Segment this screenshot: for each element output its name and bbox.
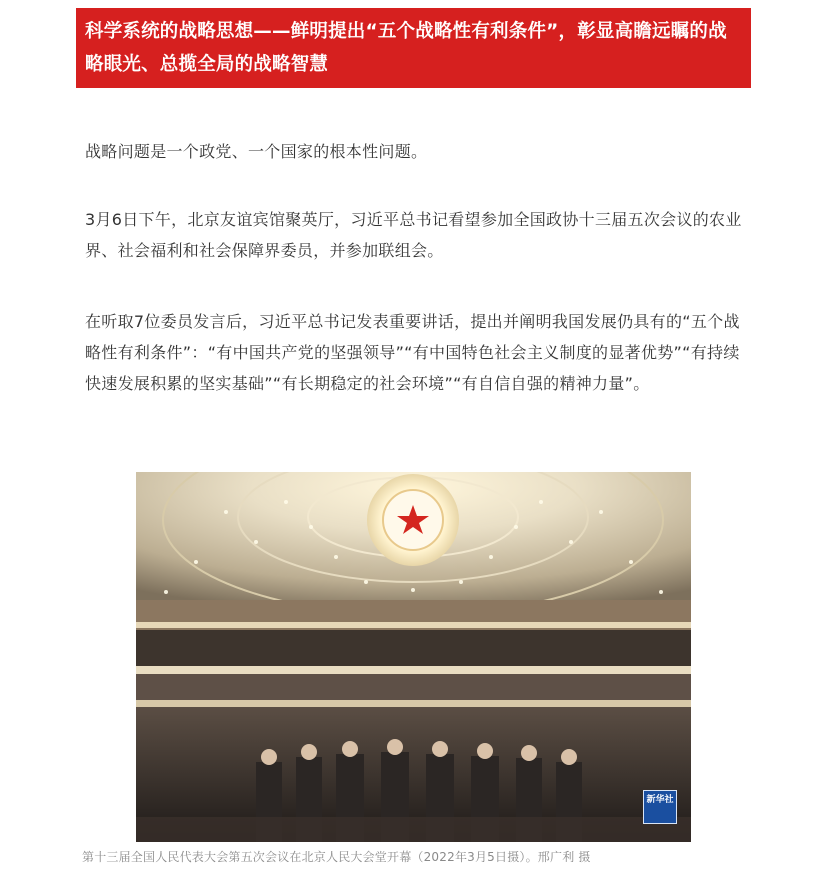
article-photo [136, 472, 691, 842]
headline-banner [76, 8, 751, 88]
photo-caption: 第十三届全国人民代表大会第五次会议在北京人民大会堂开幕（2022年3月5日摄）。邢广利 摄 [82, 850, 591, 864]
paragraph-2: 3月6日下午，北京友谊宾馆聚英厅，习近平总书记看望参加全国政协十三届五次会议的农业界、社会福利和社会保障界委员，并参加联组会。 [85, 210, 742, 260]
paragraph-3: 在听取7位委员发言后，习近平总书记发表重要讲话，提出并阐明我国发展仍具有的“五个战略性有利条件”：“有中国共产党的坚强领导”“有中国特色社会主义制度的显著优势”“有持续快速发展积累的坚实基础”“有长期稳定的社会环境”“有自信自强的精神力量”。 [85, 312, 740, 393]
paragraph-1: 战略问题是一个政党、一个国家的根本性问题。 [85, 142, 428, 161]
xinhua-watermark: 新华社 [643, 790, 677, 824]
great-hall-photo-illustration [136, 472, 691, 842]
headline-title: 科学系统的战略思想——鲜明提出“五个战略性有利条件”，彰显高瞻远瞩的战略眼光、总揽全局的战略智慧 [85, 21, 727, 75]
